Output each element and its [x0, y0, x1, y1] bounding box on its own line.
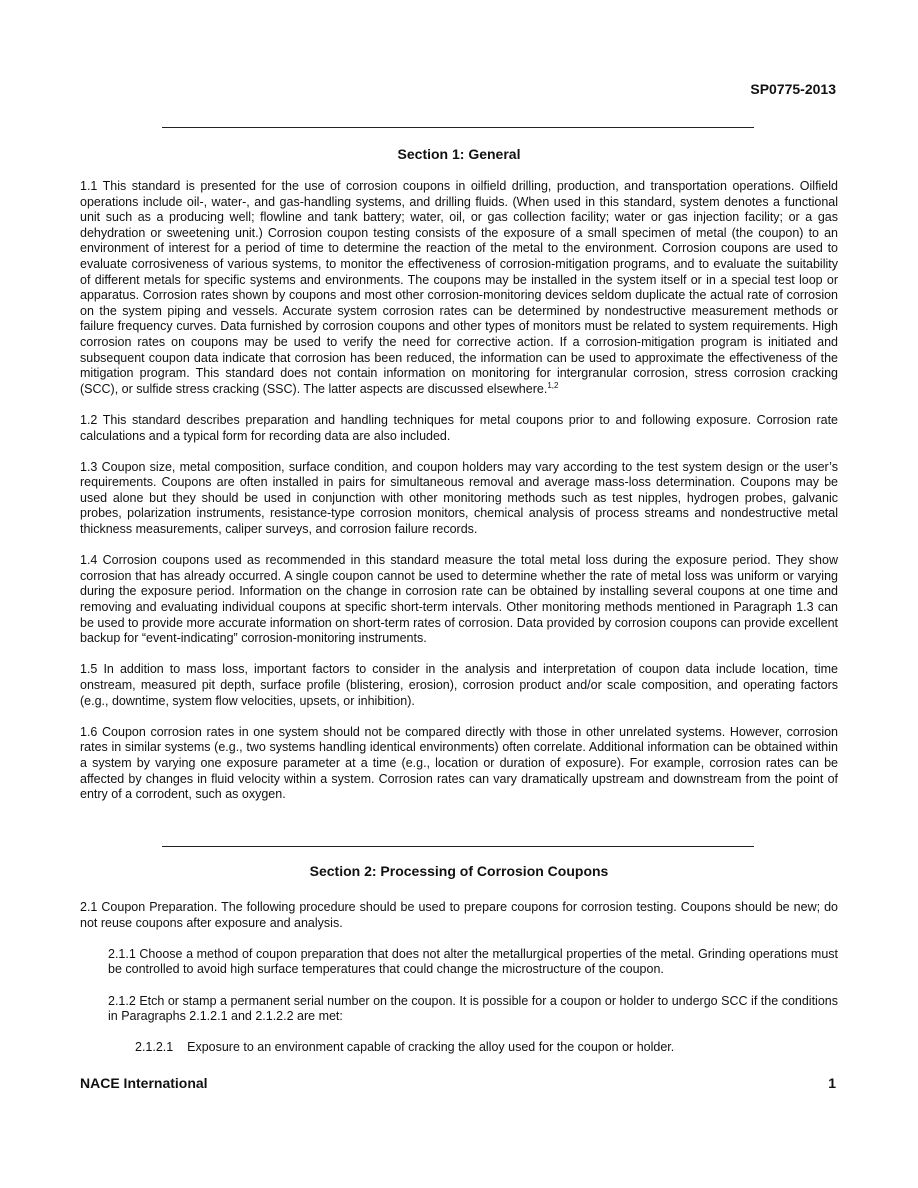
- section-divider: [162, 127, 754, 128]
- footer-organization: NACE International: [80, 1075, 208, 1091]
- paragraph-1-3: 1.3 Coupon size, metal composition, surface condition, and coupon holders may vary according to the test system design or the user’s requirements. Coupons are often installed in pairs for simultaneous removal and average mass-loss determination. Coupons may be used alone but they should be used in conjunction with other monitoring methods such as test nipples, hydrogen probes, galvanic probes, polarization instruments, resistance-type corrosion monitors, chemical analysis of process streams and nondestructive metal thickness measurements, caliper surveys, and corrosion failure records.: [80, 459, 838, 537]
- section-1-title: Section 1: General: [397, 146, 521, 162]
- paragraph-1-5: 1.5 In addition to mass loss, important factors to consider in the analysis and interpretation of coupon data include location, time onstream, measured pit depth, surface profile (blistering, erosion), corrosion product and/or scale composition, and operating factors (e.g., downtime, system flow velocities, upsets, or inhibition).: [80, 662, 838, 708]
- paragraph-2-1-2: 2.1.2 Etch or stamp a permanent serial number on the coupon. It is possible for a coupon or holder to undergo SCC if the conditions in Paragraphs 2.1.2.1 and 2.1.2.2 are met:: [108, 993, 838, 1024]
- paragraph-1-2: 1.2 This standard describes preparation and handling techniques for metal coupons prior to and following exposure. Corrosion rate calculations and a typical form for recording data are also included.: [80, 412, 838, 443]
- section-2-title: Section 2: Processing of Corrosion Coupons: [309, 863, 609, 879]
- page-number: 1: [828, 1075, 836, 1091]
- document-id: SP0775-2013: [750, 81, 836, 97]
- section-divider: [162, 846, 754, 847]
- paragraph-2-1-1: 2.1.1 Choose a method of coupon preparation that does not alter the metallurgical properties of the metal. Grinding operations must be controlled to avoid high surface temperatures that could change the microstructure of the coupon.: [108, 946, 838, 977]
- paragraph-2-1: 2.1 Coupon Preparation. The following procedure should be used to prepare coupons for corrosion testing. Coupons should be new; do not reuse coupons after exposure and analysis.: [80, 900, 838, 930]
- paragraph-1-4: 1.4 Corrosion coupons used as recommended in this standard measure the total metal loss during the exposure period. They show corrosion that has already occurred. A single coupon cannot be used to determine whether the rate of metal loss was uniform or varying during the exposure period. Information on the change in corrosion rate can be obtained by installing several coupons at one time and removing and evaluating individual coupons at specific short-term intervals. Other monitoring methods mentioned in Paragraph 1.3 can be used to provide more accurate information on short-term rates of corrosion. Data provided by corrosion coupons can provide excellent backup for “event-indicating” corrosion-monitoring instruments.: [80, 553, 838, 646]
- section-2-body: [80, 900, 838, 1072]
- paragraph-1-6: 1.6 Coupon corrosion rates in one system should not be compared directly with those in other unrelated systems. However, corrosion rates in similar systems (e.g., two systems handling identical environments) often correlate. Additional information can be obtained within a system by varying one exposure parameter at a time (e.g., location or duration of exposure). For example, corrosion rates can be affected by changes in fluid velocity within a system. Corrosion rates can vary dramatically upstream and downstream from the point of entry of a corrodent, such as oxygen.: [80, 724, 838, 802]
- paragraph-1-1: [80, 179, 838, 397]
- paragraph-1-1-text: 1.1 This standard is presented for the use of corrosion coupons in oilfield drilling, production, and transportation operations. Oilfield operations include oil-, water-, and gas-handling systems, and drilling fluids. (When used in this standard, system denotes a functional unit such as a producing well; flowline and tank battery; water, oil, or gas collection facility; water or gas injection facility; or a gas dehydration or sweetening unit.) Corrosion coupon testing consists of the exposure of a small specimen of metal (the coupon) to an environment of interest for a period of time to determine the reaction of the metal to the environment. Corrosion coupons are used to evaluate corrosiveness of various systems, to monitor the effectiveness of corrosion-mitigation programs, and to evaluate the suitability of different metals for specific systems and environments. The coupons may be installed in the system itself or in a special test loop or apparatus. Corrosion rates shown by coupons and most other corrosion-monitoring devices seldom duplicate the actual rate of corrosion on the system piping and vessels. Accurate system corrosion rates can be determined by nondestructive measurement methods or failure frequency curves. Data furnished by corrosion coupons and other types of monitors must be related to system requirements. High corrosion rates on coupons may be used to verify the need for corrective action. If a corrosion-mitigation program is initiated and subsequent coupon data indicate that corrosion has been reduced, the information can be used to approximate the effectiveness of the mitigation program. This standard does not contain information on monitoring for intergranular corrosion, stress corrosion cracking (SCC), or sulfide stress cracking (SSC). The latter aspects are discussed elsewhere.: [80, 179, 838, 396]
- section-1-body: [80, 179, 838, 818]
- paragraph-2-1-2-1: 2.1.2.1 Exposure to an environment capable of cracking the alloy used for the coupon or holder.: [135, 1040, 675, 1055]
- reference-superscript: 1,2: [547, 380, 559, 390]
